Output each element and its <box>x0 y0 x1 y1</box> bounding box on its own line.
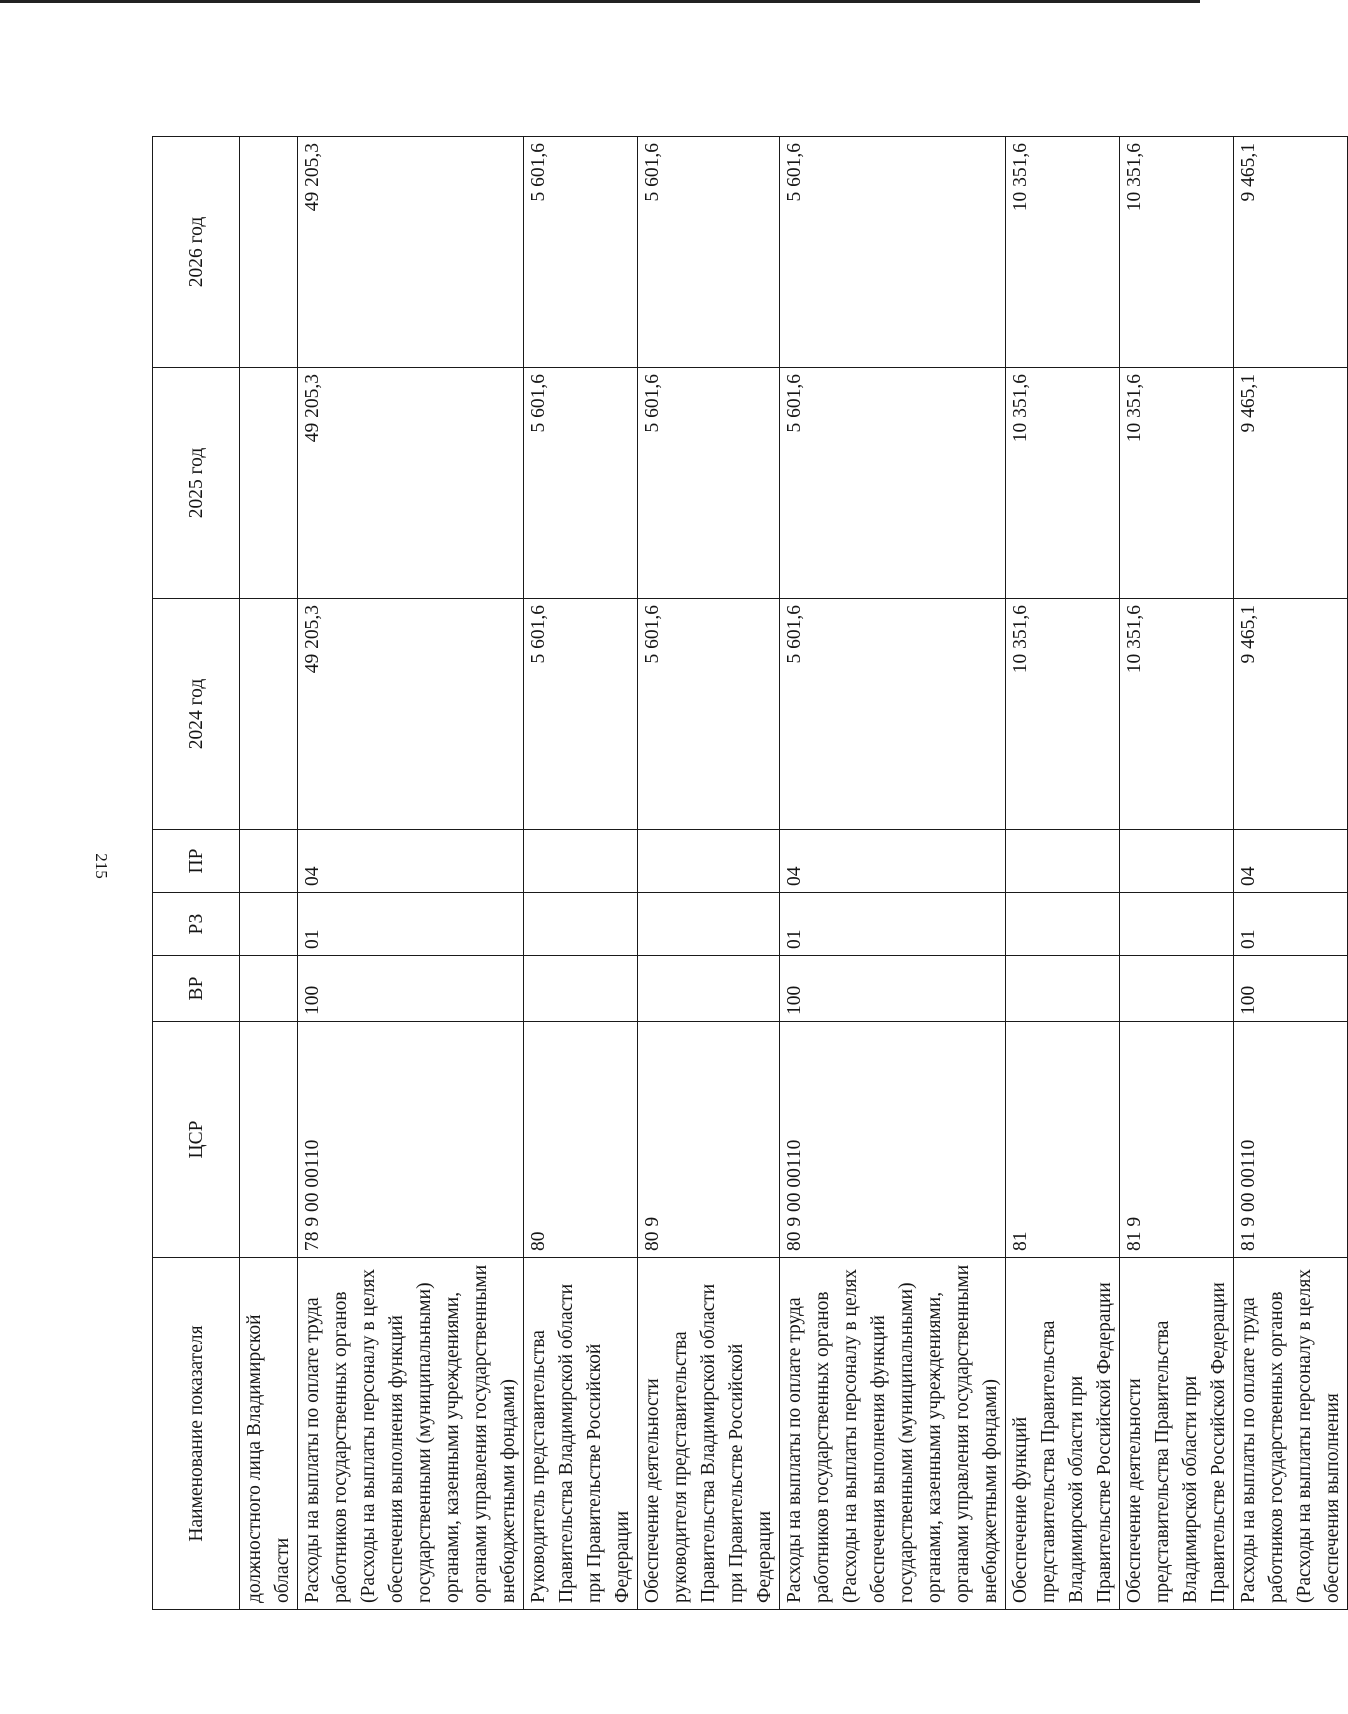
scan-top-edge <box>0 0 1200 3</box>
cell-vr: 100 <box>1234 956 1348 1022</box>
cell-csr: 80 9 00 00110 <box>780 1022 1006 1258</box>
cell-vr <box>524 956 638 1022</box>
cell-pr: 04 <box>298 830 524 893</box>
cell-2025: 9 465,1 <box>1234 368 1348 599</box>
cell-name: Расходы на выплаты по оплате труда работников государственных органов (Расходы на выплаты персоналу в целях обеспечения выполнения функций государственными (муниципальными) органами, казенными учреждениями, органами управления государственными внебюджетными фондами) <box>780 1258 1006 1610</box>
cell-name: Руководитель представительства Правительства Владимирской области при Правительстве Российской Федерации <box>524 1258 638 1610</box>
cell-name: Обеспечение деятельности руководителя представительства Правительства Владимирской области при Правительстве Российской Федерации <box>638 1258 780 1610</box>
cell-rz <box>524 893 638 956</box>
cell-2025: 5 601,6 <box>638 368 780 599</box>
cell-2025: 10 351,6 <box>1120 368 1234 599</box>
cell-2026: 5 601,6 <box>780 137 1006 368</box>
cell-2024: 10 351,6 <box>1006 599 1120 830</box>
cell-vr <box>638 956 780 1022</box>
cell-csr: 80 <box>524 1022 638 1258</box>
cell-2026: 49 205,3 <box>298 137 524 368</box>
cell-vr: 100 <box>298 956 524 1022</box>
cell-2026: 10 351,6 <box>1006 137 1120 368</box>
cell-2026: 10 351,6 <box>1120 137 1234 368</box>
cell-2026: 5 601,6 <box>638 137 780 368</box>
column-header-2024: 2024 год <box>153 599 240 830</box>
cell-2025: 5 601,6 <box>780 368 1006 599</box>
cell-rz: 01 <box>1234 893 1348 956</box>
table-row <box>1234 137 1348 1610</box>
cell-rz <box>638 893 780 956</box>
cell-pr <box>638 830 780 893</box>
cell-2025: 49 205,3 <box>298 368 524 599</box>
cell-vr: 100 <box>780 956 1006 1022</box>
table-row <box>780 137 1006 1610</box>
cell-name: Расходы на выплаты по оплате труда работников государственных органов (Расходы на выплаты персоналу в целях обеспечения выполнения функций государственными (муниципальными) органами, казенными учреждениями, органами управления государственными внебюджетными фондами) <box>298 1258 524 1610</box>
cell-csr: 78 9 00 00110 <box>298 1022 524 1258</box>
cell-2024: 49 205,3 <box>298 599 524 830</box>
column-header-rz: РЗ <box>153 893 240 956</box>
cell-rz <box>1006 893 1120 956</box>
cell-2025 <box>240 368 298 599</box>
column-header-csr: ЦСР <box>153 1022 240 1258</box>
cell-pr <box>1120 830 1234 893</box>
budget-table <box>152 136 1348 1610</box>
cell-pr <box>240 830 298 893</box>
cell-name: Расходы на выплаты по оплате труда работников государственных органов (Расходы на выплаты персоналу в целях обеспечения выполнения <box>1234 1258 1348 1610</box>
cell-csr: 81 <box>1006 1022 1120 1258</box>
cell-2026: 9 465,1 <box>1234 137 1348 368</box>
cell-vr <box>1006 956 1120 1022</box>
cell-2024: 5 601,6 <box>638 599 780 830</box>
table-row <box>1006 137 1120 1610</box>
cell-2024: 5 601,6 <box>780 599 1006 830</box>
cell-rz: 01 <box>780 893 1006 956</box>
cell-pr: 04 <box>1234 830 1348 893</box>
cell-csr: 81 9 00 00110 <box>1234 1022 1348 1258</box>
cell-csr: 81 9 <box>1120 1022 1234 1258</box>
cell-2024: 10 351,6 <box>1120 599 1234 830</box>
cell-2025: 5 601,6 <box>524 368 638 599</box>
cell-csr <box>240 1022 298 1258</box>
cell-rz <box>1120 893 1234 956</box>
table-row <box>638 137 780 1610</box>
cell-name: Обеспечение деятельности представительства Правительства Владимирской области при Правительстве Российской Федерации <box>1120 1258 1234 1610</box>
cell-vr <box>1120 956 1234 1022</box>
cell-rz <box>240 893 298 956</box>
cell-rz: 01 <box>298 893 524 956</box>
table-row <box>1120 137 1234 1610</box>
cell-name: должностного лица Владимирской области <box>240 1258 298 1610</box>
cell-2026: 5 601,6 <box>524 137 638 368</box>
column-header-vr: ВР <box>153 956 240 1022</box>
table-row <box>524 137 638 1610</box>
cell-csr: 80 9 <box>638 1022 780 1258</box>
cell-pr: 04 <box>780 830 1006 893</box>
cell-2024: 5 601,6 <box>524 599 638 830</box>
rotated-table-container <box>152 137 1343 1610</box>
page-number: 215 <box>92 853 111 879</box>
cell-pr <box>1006 830 1120 893</box>
table-row <box>240 137 298 1610</box>
cell-pr <box>524 830 638 893</box>
cell-2024 <box>240 599 298 830</box>
cell-2024: 9 465,1 <box>1234 599 1348 830</box>
column-header-2026: 2026 год <box>153 137 240 368</box>
cell-vr <box>240 956 298 1022</box>
column-header-name: Наименование показателя <box>153 1258 240 1610</box>
column-header-pr: ПР <box>153 830 240 893</box>
cell-2025: 10 351,6 <box>1006 368 1120 599</box>
column-header-2025: 2025 год <box>153 368 240 599</box>
cell-name: Обеспечение функций представительства Правительства Владимирской области при Правительстве Российской Федерации <box>1006 1258 1120 1610</box>
table-row <box>298 137 524 1610</box>
cell-2026 <box>240 137 298 368</box>
table-header-row <box>153 137 240 1610</box>
